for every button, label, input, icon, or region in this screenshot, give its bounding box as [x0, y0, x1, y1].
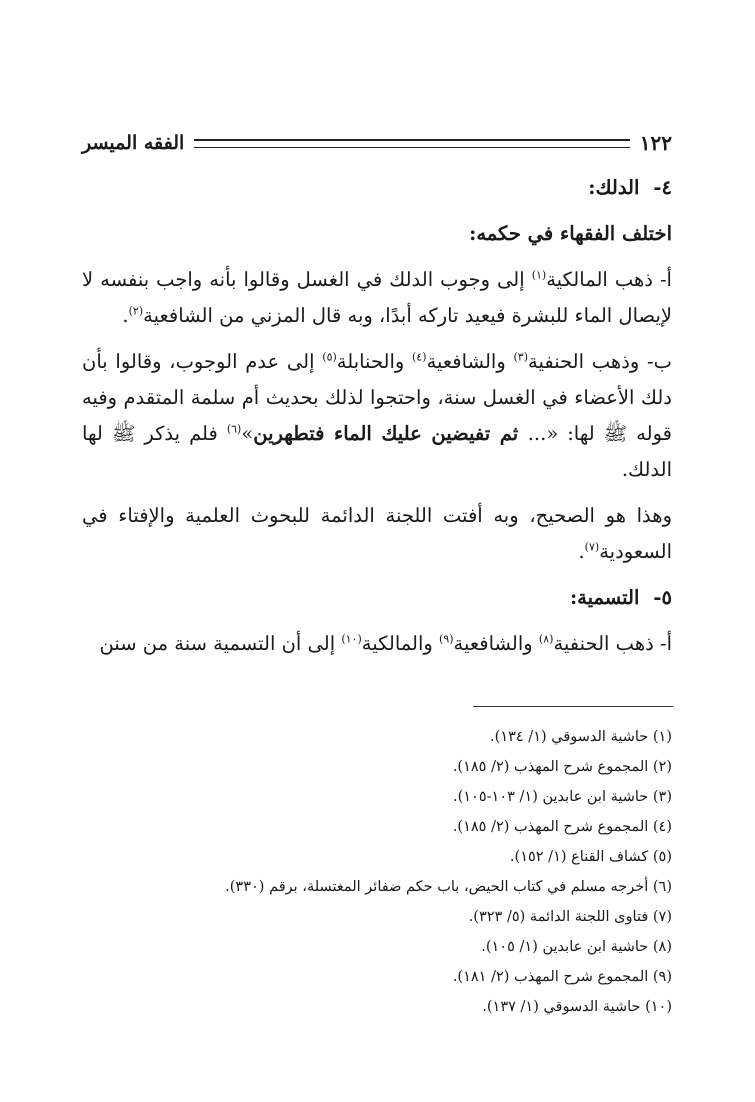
text-span: والحنابلة — [336, 350, 413, 373]
footnote-4: (٤) المجموع شرح المهذب (٢/ ١٨٥). — [452, 819, 672, 835]
book-title: الفقه الميسر — [82, 132, 185, 154]
text-span: . — [122, 304, 129, 327]
section-5-number: ٥- — [653, 586, 672, 609]
footnote-ref[interactable]: (١) — [531, 268, 547, 282]
section-5-paragraph-a — [82, 626, 672, 662]
hadith-quote: ثم تفيضين عليك الماء فتطهرين — [253, 422, 528, 445]
text-span: إلى عدم الوجوب، وقالوا بأن دلك الأعضاء في الغسل سنة، واحتجوا لذلك بحديث أم سلمة المتقدم وفيه قوله ﷺ لها: «... — [82, 350, 672, 445]
page-header — [82, 128, 672, 158]
footnote-10: (١٠) حاشية الدسوقي (١/ ١٣٧). — [482, 999, 672, 1015]
text-span: والشافعية — [426, 350, 514, 373]
text-span: فلم يذكر ﷺ لها الدلك. — [82, 422, 672, 481]
text-span: . — [578, 540, 585, 563]
text-span: أ- ذهب الحنفية — [553, 632, 672, 655]
footnote-ref[interactable]: (٨) — [538, 632, 554, 646]
section-4-paragraph-b — [82, 344, 672, 488]
footnote-3: (٣) حاشية ابن عابدين (١/ ١٠٣-١٠٥). — [452, 789, 672, 805]
section-4-paragraph-a — [82, 262, 672, 334]
text-span: إلى أن التسمية سنة من سنن — [99, 632, 342, 655]
text-span: » — [241, 422, 254, 445]
footnote-ref[interactable]: (٤) — [412, 350, 427, 364]
section-4-intro: اختلف الفقهاء في حكمه: — [469, 222, 672, 245]
footnote-7: (٧) فتاوى اللجنة الدائمة (٥/ ٣٢٣). — [468, 909, 672, 925]
footnote-ref[interactable]: (٦) — [226, 422, 242, 436]
footnote-ref[interactable]: (٥) — [322, 350, 337, 364]
footnote-ref[interactable]: (٧) — [584, 540, 600, 554]
section-4-title: الدلك: — [588, 176, 640, 199]
text-span: وهذا هو الصحيح، وبه أفتت اللجنة الدائمة للبحوث العلمية والإفتاء في السعودية — [82, 504, 672, 563]
text-span: أ- ذهب المالكية — [546, 268, 672, 291]
section-4-paragraph-c — [82, 498, 672, 570]
footnotes — [82, 722, 672, 1022]
page-number: ١٢٢ — [639, 131, 672, 155]
footnote-ref[interactable]: (٩) — [439, 632, 454, 646]
section-5-heading — [82, 580, 672, 616]
footnote-divider — [473, 706, 673, 707]
footnote-1: (١) حاشية الدسوقي (١/ ١٣٤). — [490, 729, 672, 745]
footnote-8: (٨) حاشية ابن عابدين (١/ ١٠٥). — [481, 939, 672, 955]
footnote-ref[interactable]: (٢) — [128, 304, 144, 318]
footnote-ref[interactable]: (١٠) — [341, 632, 362, 646]
footnote-9: (٩) المجموع شرح المهذب (٢/ ١٨١). — [452, 969, 672, 985]
footnote-ref[interactable]: (٣) — [513, 350, 528, 364]
section-4-number: ٤- — [653, 176, 672, 199]
text-span: والشافعية — [453, 632, 539, 655]
footnote-6: (٦) أخرجه مسلم في كتاب الحيض، باب حكم ضفائر المغتسلة، برقم (٣٣٠). — [225, 879, 672, 895]
footnote-2: (٢) المجموع شرح المهذب (٢/ ١٨٥). — [452, 759, 672, 775]
header-rule — [194, 139, 629, 148]
section-5-title: التسمية: — [569, 586, 640, 609]
text-span: إلى وجوب الدلك في الغسل وقالوا بأنه واجب بنفسه لا لإيصال الماء للبشرة فيعيد تاركه أبدًا، وبه قال المزني من الشافعية — [82, 268, 672, 327]
text-span: والمالكية — [361, 632, 440, 655]
footnote-5: (٥) كشاف القناع (١/ ١٥٢). — [509, 849, 672, 865]
page-body — [82, 170, 672, 672]
text-span: ب- وذهب الحنفية — [528, 350, 672, 373]
section-4-heading — [82, 170, 672, 206]
